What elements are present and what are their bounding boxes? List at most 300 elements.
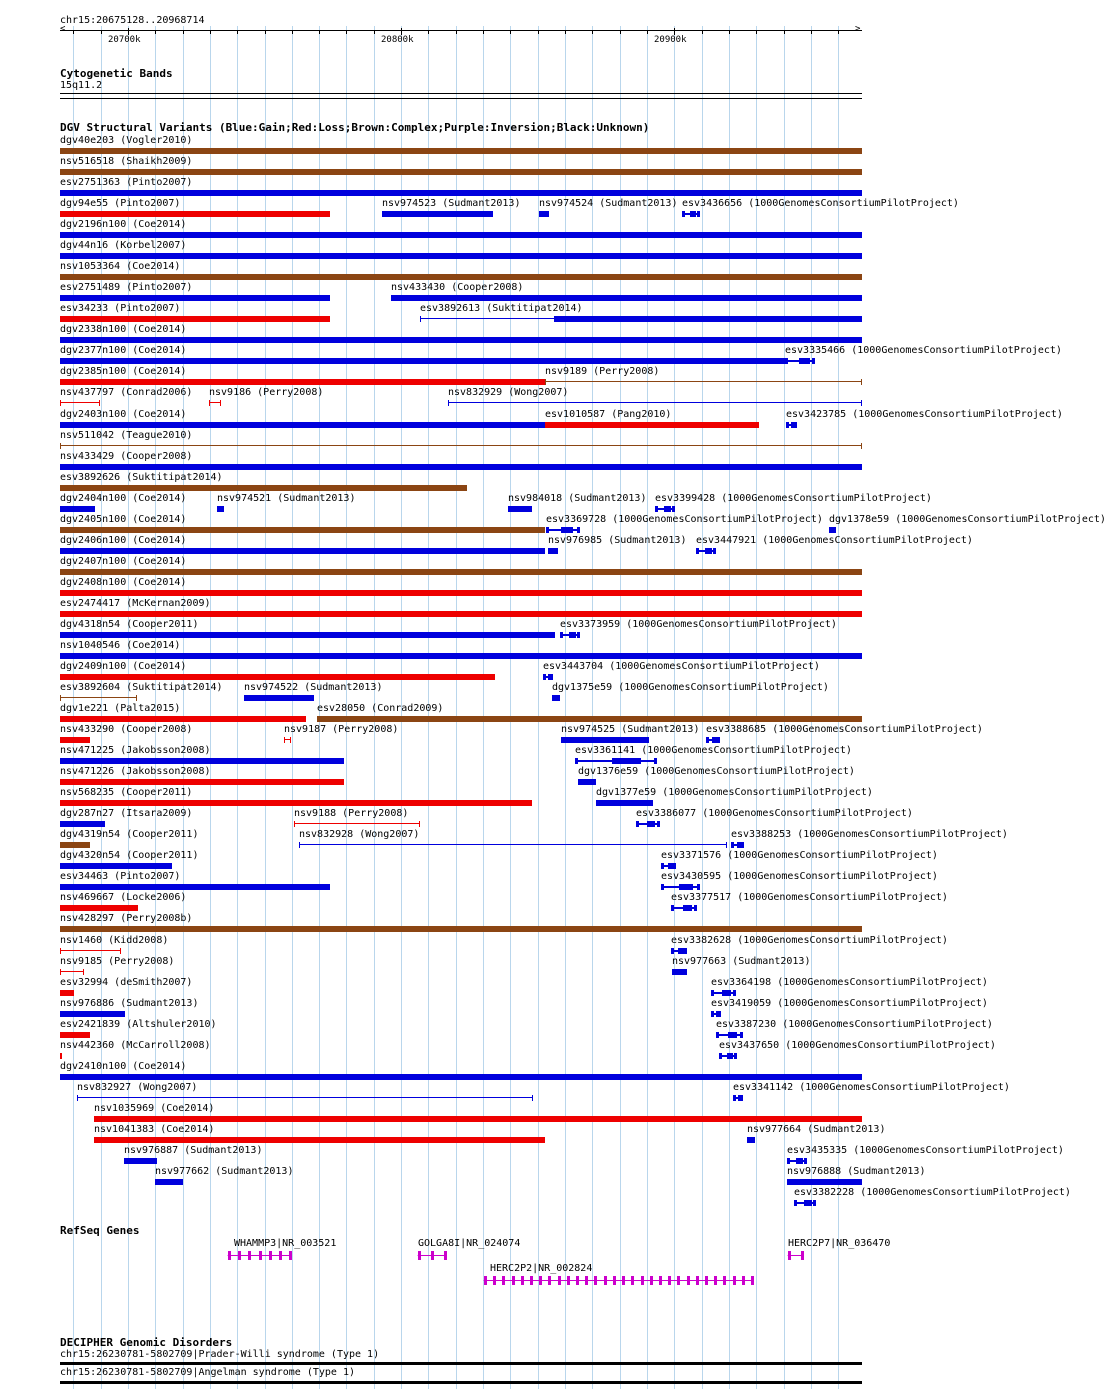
dgv-feature-bar[interactable] xyxy=(299,844,727,845)
dgv-feature-bar[interactable] xyxy=(672,506,675,512)
dgv-feature-bar[interactable] xyxy=(60,905,138,911)
grid-line xyxy=(237,26,238,1389)
dgv-feature-bar[interactable] xyxy=(60,253,862,259)
dgv-feature-bar[interactable] xyxy=(561,737,649,743)
dgv-feature-bar[interactable] xyxy=(448,402,862,403)
dgv-feature-bar[interactable] xyxy=(794,1200,797,1206)
dgv-feature-bar[interactable] xyxy=(696,548,699,554)
dgv-feature-bar[interactable] xyxy=(661,863,664,869)
dgv-feature-label: nsv976985 (Sudmant2013) xyxy=(548,535,687,546)
dgv-feature-bar[interactable] xyxy=(654,758,657,764)
dgv-feature-bar[interactable] xyxy=(718,1011,721,1017)
dgv-feature-label: nsv428297 (Perry2008b) xyxy=(60,913,193,924)
dgv-feature-bar[interactable] xyxy=(60,190,862,196)
dgv-feature-bar[interactable] xyxy=(550,674,553,680)
dgv-feature-bar[interactable] xyxy=(697,884,700,890)
dgv-feature-bar[interactable] xyxy=(94,1116,862,1122)
dgv-feature-bar[interactable] xyxy=(60,695,61,701)
dgv-feature-bar[interactable] xyxy=(577,632,580,638)
ruler-right-arrow[interactable]: > xyxy=(855,24,861,34)
dgv-feature-bar[interactable] xyxy=(60,445,862,446)
dgv-feature-bar[interactable] xyxy=(284,737,285,743)
dgv-feature-label: dgv2196n100 (Coe2014) xyxy=(60,219,187,230)
dgv-feature-bar[interactable] xyxy=(60,1053,62,1059)
grid-line xyxy=(538,26,539,1389)
dgv-feature-label: esv3341142 (1000GenomesConsortiumPilotProject) xyxy=(733,1082,1010,1093)
dgv-feature-bar[interactable] xyxy=(99,400,100,406)
dgv-feature-bar[interactable] xyxy=(539,211,549,217)
dgv-feature-label: esv28050 (Conrad2009) xyxy=(317,703,444,714)
dgv-feature-label: esv3373959 (1000GenomesConsortiumPilotProject) xyxy=(560,619,837,630)
dgv-feature-bar[interactable] xyxy=(596,800,653,806)
ruler-left-arrow[interactable]: < xyxy=(60,24,66,34)
refseq-gene-exon[interactable] xyxy=(801,1251,804,1260)
dgv-feature-label: dgv1377e59 (1000GenomesConsortiumPilotProject) xyxy=(596,787,873,798)
dgv-feature-bar[interactable] xyxy=(716,1032,719,1038)
refseq-gene-exon[interactable] xyxy=(431,1251,434,1260)
dgv-feature-bar[interactable] xyxy=(812,358,815,364)
dgv-feature-label: nsv976887 (Sudmant2013) xyxy=(124,1145,263,1156)
grid-line xyxy=(729,26,730,1389)
ruler-minor-tick xyxy=(702,30,703,34)
dgv-track-title[interactable]: DGV Structural Variants (Blue:Gain;Red:Loss;Brown:Complex;Purple:Inversion;Black:Unknown) xyxy=(60,121,650,134)
dgv-feature-bar[interactable] xyxy=(728,1032,737,1038)
dgv-feature-bar[interactable] xyxy=(786,422,789,428)
dgv-feature-bar[interactable] xyxy=(60,485,467,491)
dgv-feature-label: esv3388685 (1000GenomesConsortiumPilotProject) xyxy=(706,724,983,735)
dgv-feature-bar[interactable] xyxy=(382,211,493,217)
dgv-feature-bar[interactable] xyxy=(861,379,862,385)
ruler-minor-tick xyxy=(346,30,347,34)
dgv-feature-bar[interactable] xyxy=(60,632,555,638)
refseq-gene-exon[interactable] xyxy=(539,1276,542,1285)
dgv-feature-bar[interactable] xyxy=(60,337,862,343)
dgv-feature-label: nsv471226 (Jakobsson2008) xyxy=(60,766,211,777)
dgv-feature-bar[interactable] xyxy=(672,969,687,975)
refseq-gene-exon[interactable] xyxy=(444,1251,447,1260)
dgv-feature-bar[interactable] xyxy=(60,674,495,680)
dgv-feature-label: dgv44n16 (Korbel2007) xyxy=(60,240,187,251)
dgv-feature-label: esv3892604 (Suktitipat2014) xyxy=(60,682,223,693)
dgv-feature-bar[interactable] xyxy=(719,1053,722,1059)
dgv-feature-label: dgv2338n100 (Coe2014) xyxy=(60,324,187,335)
dgv-feature-bar[interactable] xyxy=(60,422,545,428)
dgv-feature-bar[interactable] xyxy=(60,548,545,554)
dgv-feature-bar[interactable] xyxy=(733,990,736,996)
dgv-feature-bar[interactable] xyxy=(804,1200,812,1206)
dgv-feature-bar[interactable] xyxy=(60,950,121,951)
ruler-minor-tick xyxy=(183,30,184,34)
dgv-feature-bar[interactable] xyxy=(60,758,344,764)
dgv-feature-bar[interactable] xyxy=(690,211,696,217)
dgv-feature-bar[interactable] xyxy=(575,758,578,764)
dgv-feature-bar[interactable] xyxy=(83,969,84,975)
refseq-track-title[interactable]: RefSeq Genes xyxy=(60,1224,140,1237)
dgv-feature-bar[interactable] xyxy=(60,358,785,364)
dgv-feature-bar[interactable] xyxy=(220,400,221,406)
dgv-feature-bar[interactable] xyxy=(60,590,862,596)
dgv-feature-bar[interactable] xyxy=(747,1137,755,1143)
dgv-feature-label: esv3419059 (1000GenomesConsortiumPilotProject) xyxy=(711,998,988,1009)
dgv-feature-bar[interactable] xyxy=(543,674,546,680)
ruler-minor-tick xyxy=(729,30,730,34)
dgv-feature-bar[interactable] xyxy=(740,1032,743,1038)
refseq-gene-exon[interactable] xyxy=(269,1251,272,1260)
dgv-feature-label: dgv1375e59 (1000GenomesConsortiumPilotProject) xyxy=(552,682,829,693)
dgv-feature-bar[interactable] xyxy=(60,232,862,238)
dgv-feature-bar[interactable] xyxy=(661,884,664,890)
position-label: chr15:20675128..20968714 xyxy=(60,15,205,26)
dgv-feature-bar[interactable] xyxy=(60,1032,90,1038)
dgv-feature-bar[interactable] xyxy=(861,400,862,406)
dgv-feature-label: esv3369728 (1000GenomesConsortiumPilotProject) xyxy=(546,514,823,525)
dgv-feature-bar[interactable] xyxy=(560,632,563,638)
dgv-feature-bar[interactable] xyxy=(60,611,862,617)
refseq-gene-exon[interactable] xyxy=(650,1276,653,1285)
dgv-feature-label: dgv2407n100 (Coe2014) xyxy=(60,556,187,567)
decipher-item-bar[interactable] xyxy=(60,1362,862,1365)
dgv-feature-bar[interactable] xyxy=(155,1179,183,1185)
dgv-feature-label: dgv4318n54 (Cooper2011) xyxy=(60,619,199,630)
dgv-feature-bar[interactable] xyxy=(60,1074,862,1080)
dgv-feature-label: nsv832928 (Wong2007) xyxy=(299,829,420,840)
dgv-feature-bar[interactable] xyxy=(77,1097,533,1098)
dgv-feature-bar[interactable] xyxy=(671,905,674,911)
refseq-gene-exon[interactable] xyxy=(668,1276,671,1285)
grid-line xyxy=(565,26,566,1389)
refseq-gene-exon[interactable] xyxy=(512,1276,515,1285)
dgv-feature-bar[interactable] xyxy=(60,1011,125,1017)
dgv-feature-bar[interactable] xyxy=(548,548,558,554)
dgv-feature-bar[interactable] xyxy=(545,379,546,385)
dgv-feature-label: esv3382628 (1000GenomesConsortiumPilotProject) xyxy=(671,935,948,946)
dgv-feature-label: esv3892613 (Suktitipat2014) xyxy=(420,303,583,314)
dgv-feature-bar[interactable] xyxy=(60,402,100,403)
dgv-feature-bar[interactable] xyxy=(60,737,90,743)
dgv-feature-bar[interactable] xyxy=(741,842,744,848)
dgv-feature-bar[interactable] xyxy=(60,948,61,954)
dgv-feature-label: nsv433430 (Cooper2008) xyxy=(391,282,524,293)
refseq-gene-exon[interactable] xyxy=(604,1276,607,1285)
dgv-feature-bar[interactable] xyxy=(727,1053,733,1059)
refseq-gene-exon[interactable] xyxy=(576,1276,579,1285)
dgv-feature-bar[interactable] xyxy=(60,969,61,975)
refseq-gene-exon[interactable] xyxy=(641,1276,644,1285)
dgv-feature-bar[interactable] xyxy=(60,821,105,827)
dgv-feature-bar[interactable] xyxy=(508,506,532,512)
refseq-gene-strand-arrow-icon: ‹ xyxy=(786,1251,793,1261)
refseq-gene-exon[interactable] xyxy=(696,1276,699,1285)
dgv-feature-bar[interactable] xyxy=(60,506,95,512)
dgv-feature-label: nsv9186 (Perry2008) xyxy=(209,387,324,398)
dgv-feature-label: nsv9185 (Perry2008) xyxy=(60,956,175,967)
dgv-feature-bar[interactable] xyxy=(545,422,759,428)
dgv-feature-bar[interactable] xyxy=(829,527,836,533)
ruler-minor-tick xyxy=(155,30,156,34)
dgv-feature-label: dgv2405n100 (Coe2014) xyxy=(60,514,187,525)
dgv-feature-bar[interactable] xyxy=(294,823,420,824)
refseq-gene-exon[interactable] xyxy=(248,1251,251,1260)
dgv-feature-bar[interactable] xyxy=(794,422,797,428)
dgv-feature-bar[interactable] xyxy=(711,990,714,996)
dgv-feature-label: dgv2406n100 (Coe2014) xyxy=(60,535,187,546)
dgv-feature-bar[interactable] xyxy=(713,548,716,554)
dgv-feature-bar[interactable] xyxy=(546,527,549,533)
dgv-feature-bar[interactable] xyxy=(60,464,862,470)
dgv-feature-label: nsv1053364 (Coe2014) xyxy=(60,261,181,272)
dgv-feature-bar[interactable] xyxy=(244,695,314,701)
ruler-minor-tick xyxy=(647,30,648,34)
dgv-feature-label: esv3892626 (Suktitipat2014) xyxy=(60,472,223,483)
ruler-tick-label: 20900k xyxy=(654,35,687,45)
refseq-gene-exon[interactable] xyxy=(530,1276,533,1285)
dgv-feature-label: esv3435335 (1000GenomesConsortiumPilotProject) xyxy=(787,1145,1064,1156)
dgv-feature-label: nsv9188 (Perry2008) xyxy=(294,808,409,819)
dgv-feature-bar[interactable] xyxy=(694,905,697,911)
dgv-feature-label: nsv977664 (Sudmant2013) xyxy=(747,1124,886,1135)
dgv-feature-bar[interactable] xyxy=(60,527,545,533)
dgv-feature-label: nsv976888 (Sudmant2013) xyxy=(787,1166,926,1177)
dgv-feature-bar[interactable] xyxy=(545,381,862,382)
dgv-feature-bar[interactable] xyxy=(60,148,862,154)
dgv-feature-label: dgv2408n100 (Coe2014) xyxy=(60,577,187,588)
dgv-feature-bar[interactable] xyxy=(612,758,641,764)
dgv-feature-label: esv34233 (Pinto2007) xyxy=(60,303,181,314)
dgv-feature-bar[interactable] xyxy=(419,821,420,827)
dgv-feature-bar[interactable] xyxy=(717,737,720,743)
refseq-gene-exon[interactable] xyxy=(687,1276,690,1285)
refseq-gene-exon[interactable] xyxy=(493,1276,496,1285)
dgv-feature-label: nsv1460 (Kidd2008) xyxy=(60,935,169,946)
dgv-feature-label: esv3423785 (1000GenomesConsortiumPilotProject) xyxy=(786,409,1063,420)
ruler-minor-tick xyxy=(292,30,293,34)
dgv-feature-bar[interactable] xyxy=(294,821,295,827)
dgv-feature-label: dgv4320n54 (Cooper2011) xyxy=(60,850,199,861)
dgv-feature-bar[interactable] xyxy=(317,716,862,722)
refseq-gene-exon[interactable] xyxy=(259,1251,262,1260)
dgv-feature-label: esv3443704 (1000GenomesConsortiumPilotProject) xyxy=(543,661,820,672)
ruler-minor-tick xyxy=(374,30,375,34)
refseq-gene-exon[interactable] xyxy=(558,1276,561,1285)
refseq-gene-exon[interactable] xyxy=(733,1276,736,1285)
dgv-feature-label: nsv568235 (Cooper2011) xyxy=(60,787,193,798)
dgv-feature-bar[interactable] xyxy=(706,737,709,743)
dgv-feature-label: nsv471225 (Jakobsson2008) xyxy=(60,745,211,756)
ruler-minor-tick xyxy=(838,30,839,34)
dgv-feature-bar[interactable] xyxy=(217,506,224,512)
dgv-feature-label: nsv442360 (McCarroll2008) xyxy=(60,1040,211,1051)
dgv-feature-bar[interactable] xyxy=(532,1095,533,1101)
dgv-feature-bar[interactable] xyxy=(420,318,554,319)
dgv-feature-bar[interactable] xyxy=(448,400,449,406)
dgv-feature-bar[interactable] xyxy=(636,821,639,827)
dgv-feature-bar[interactable] xyxy=(420,316,421,322)
refseq-gene-exon[interactable] xyxy=(502,1276,505,1285)
dgv-feature-bar[interactable] xyxy=(60,400,61,406)
cyto-track-title[interactable]: Cytogenetic Bands xyxy=(60,67,173,80)
dgv-feature-bar[interactable] xyxy=(733,1095,736,1101)
refseq-gene-exon[interactable] xyxy=(594,1276,597,1285)
dgv-feature-label: dgv1e221 (Palta2015) xyxy=(60,703,181,714)
dgv-feature-bar[interactable] xyxy=(804,1158,807,1164)
dgv-feature-label: dgv287n27 (Itsara2009) xyxy=(60,808,193,819)
dgv-feature-bar[interactable] xyxy=(657,821,660,827)
refseq-gene-exon[interactable] xyxy=(659,1276,662,1285)
dgv-feature-bar[interactable] xyxy=(60,211,330,217)
dgv-feature-bar[interactable] xyxy=(60,990,74,996)
dgv-feature-bar[interactable] xyxy=(787,1158,790,1164)
ruler-minor-tick xyxy=(456,30,457,34)
dgv-feature-bar[interactable] xyxy=(552,695,560,701)
refseq-gene-exon[interactable] xyxy=(677,1276,680,1285)
refseq-gene-exon[interactable] xyxy=(723,1276,726,1285)
dgv-feature-bar[interactable] xyxy=(391,295,862,301)
dgv-feature-label: nsv511042 (Teague2010) xyxy=(60,430,193,441)
dgv-feature-label: nsv832927 (Wong2007) xyxy=(77,1082,198,1093)
ruler-minor-tick xyxy=(620,30,621,34)
dgv-feature-bar[interactable] xyxy=(679,884,693,890)
dgv-feature-bar[interactable] xyxy=(722,990,731,996)
dgv-feature-bar[interactable] xyxy=(209,400,210,406)
dgv-feature-bar[interactable] xyxy=(861,443,862,449)
dgv-feature-bar[interactable] xyxy=(577,527,580,533)
ruler-minor-tick xyxy=(811,30,812,34)
dgv-feature-bar[interactable] xyxy=(682,211,685,217)
refseq-gene-exon[interactable] xyxy=(751,1276,754,1285)
dgv-feature-bar[interactable] xyxy=(740,1095,743,1101)
dgv-feature-label: esv2474417 (McKernan2009) xyxy=(60,598,211,609)
refseq-gene-exon[interactable] xyxy=(567,1276,570,1285)
dgv-feature-bar[interactable] xyxy=(60,169,862,175)
dgv-feature-bar[interactable] xyxy=(796,1158,803,1164)
decipher-item-bar[interactable] xyxy=(60,1381,862,1384)
ruler-minor-tick xyxy=(210,30,211,34)
dgv-feature-label: nsv1035969 (Coe2014) xyxy=(94,1103,215,1114)
grid-line xyxy=(647,26,648,1389)
refseq-gene-exon[interactable] xyxy=(521,1276,524,1285)
dgv-feature-bar[interactable] xyxy=(60,274,862,280)
dgv-feature-bar[interactable] xyxy=(684,948,687,954)
dgv-feature-bar[interactable] xyxy=(124,1158,157,1164)
dgv-feature-bar[interactable] xyxy=(711,1011,714,1017)
dgv-feature-bar[interactable] xyxy=(813,1200,816,1206)
refseq-gene-exon[interactable] xyxy=(742,1276,745,1285)
refseq-gene-exon[interactable] xyxy=(279,1251,282,1260)
dgv-feature-bar[interactable] xyxy=(60,884,330,890)
dgv-feature-bar[interactable] xyxy=(136,695,137,701)
dgv-feature-bar[interactable] xyxy=(60,569,862,575)
dgv-feature-bar[interactable] xyxy=(578,779,596,785)
dgv-feature-bar[interactable] xyxy=(731,842,734,848)
dgv-feature-bar[interactable] xyxy=(673,863,676,869)
dgv-feature-bar[interactable] xyxy=(569,632,576,638)
dgv-feature-bar[interactable] xyxy=(60,716,306,722)
dgv-feature-bar[interactable] xyxy=(799,358,810,364)
refseq-gene-exon[interactable] xyxy=(613,1276,616,1285)
refseq-gene-exon[interactable] xyxy=(289,1251,292,1260)
dgv-feature-label: dgv2404n100 (Coe2014) xyxy=(60,493,187,504)
dgv-feature-bar[interactable] xyxy=(60,863,172,869)
refseq-gene-exon[interactable] xyxy=(585,1276,588,1285)
dgv-feature-bar[interactable] xyxy=(60,697,137,698)
dgv-feature-bar[interactable] xyxy=(655,506,658,512)
grid-line xyxy=(292,26,293,1389)
refseq-gene-exon[interactable] xyxy=(622,1276,625,1285)
dgv-feature-bar[interactable] xyxy=(299,842,300,848)
dgv-feature-bar[interactable] xyxy=(60,316,330,322)
dgv-feature-bar[interactable] xyxy=(554,316,862,322)
dgv-feature-bar[interactable] xyxy=(120,948,121,954)
refseq-gene-exon[interactable] xyxy=(714,1276,717,1285)
dgv-feature-label: esv3371576 (1000GenomesConsortiumPilotProject) xyxy=(661,850,938,861)
dgv-feature-label: nsv977663 (Sudmant2013) xyxy=(672,956,811,967)
dgv-feature-bar[interactable] xyxy=(726,842,727,848)
dgv-feature-label: dgv2385n100 (Coe2014) xyxy=(60,366,187,377)
dgv-feature-label: dgv40e203 (Vogler2010) xyxy=(60,135,193,146)
grid-line xyxy=(210,26,211,1389)
dgv-feature-bar[interactable] xyxy=(77,1095,78,1101)
dgv-feature-bar[interactable] xyxy=(697,211,700,217)
dgv-feature-label: esv3361141 (1000GenomesConsortiumPilotProject) xyxy=(575,745,852,756)
dgv-feature-bar[interactable] xyxy=(60,295,330,301)
refseq-gene-label: WHAMMP3|NR_003521 xyxy=(234,1238,337,1249)
dgv-feature-bar[interactable] xyxy=(734,1053,737,1059)
dgv-feature-bar[interactable] xyxy=(60,779,344,785)
refseq-gene-exon[interactable] xyxy=(631,1276,634,1285)
dgv-feature-bar[interactable] xyxy=(60,842,90,848)
dgv-feature-label: dgv2410n100 (Coe2014) xyxy=(60,1061,187,1072)
ruler-tick-label: 20700k xyxy=(108,35,141,45)
dgv-feature-bar[interactable] xyxy=(561,527,573,533)
grid-line xyxy=(483,26,484,1389)
dgv-feature-bar[interactable] xyxy=(290,737,291,743)
dgv-feature-bar[interactable] xyxy=(787,1179,862,1185)
dgv-feature-label: esv3335466 (1000GenomesConsortiumPilotProject) xyxy=(785,345,1062,356)
dgv-feature-bar[interactable] xyxy=(60,379,545,385)
dgv-feature-bar[interactable] xyxy=(60,653,862,659)
dgv-feature-bar[interactable] xyxy=(671,948,674,954)
dgv-feature-label: nsv974522 (Sudmant2013) xyxy=(244,682,383,693)
dgv-feature-bar[interactable] xyxy=(60,971,84,972)
cyto-band-line[interactable] xyxy=(60,93,862,94)
ruler-minor-tick xyxy=(784,30,785,34)
dgv-feature-bar[interactable] xyxy=(647,821,655,827)
ruler-minor-tick xyxy=(319,30,320,34)
refseq-gene-label: GOLGA8I|NR_024074 xyxy=(418,1238,521,1249)
dgv-feature-label: nsv433429 (Cooper2008) xyxy=(60,451,193,462)
dgv-feature-label: nsv832929 (Wong2007) xyxy=(448,387,569,398)
dgv-feature-bar[interactable] xyxy=(60,443,61,449)
refseq-gene-exon[interactable] xyxy=(705,1276,708,1285)
dgv-feature-label: nsv984018 (Sudmant2013) xyxy=(508,493,647,504)
dgv-feature-label: esv32994 (deSmith2007) xyxy=(60,977,193,988)
refseq-gene-exon[interactable] xyxy=(238,1251,241,1260)
dgv-feature-label: esv2421839 (Altshuler2010) xyxy=(60,1019,217,1030)
dgv-feature-label: esv2751489 (Pinto2007) xyxy=(60,282,193,293)
ruler-minor-tick xyxy=(101,30,102,34)
dgv-feature-bar[interactable] xyxy=(683,905,692,911)
dgv-feature-bar[interactable] xyxy=(785,358,788,364)
dgv-feature-bar[interactable] xyxy=(60,800,532,806)
ruler-minor-tick xyxy=(756,30,757,34)
dgv-feature-bar[interactable] xyxy=(705,548,712,554)
dgv-feature-bar[interactable] xyxy=(94,1137,545,1143)
dgv-feature-bar[interactable] xyxy=(60,926,862,932)
dgv-feature-bar[interactable] xyxy=(664,506,671,512)
refseq-gene-strand-arrow-icon: ‹ xyxy=(482,1276,489,1286)
decipher-track-title[interactable]: DECIPHER Genomic Disorders xyxy=(60,1336,233,1349)
refseq-gene-exon[interactable] xyxy=(548,1276,551,1285)
